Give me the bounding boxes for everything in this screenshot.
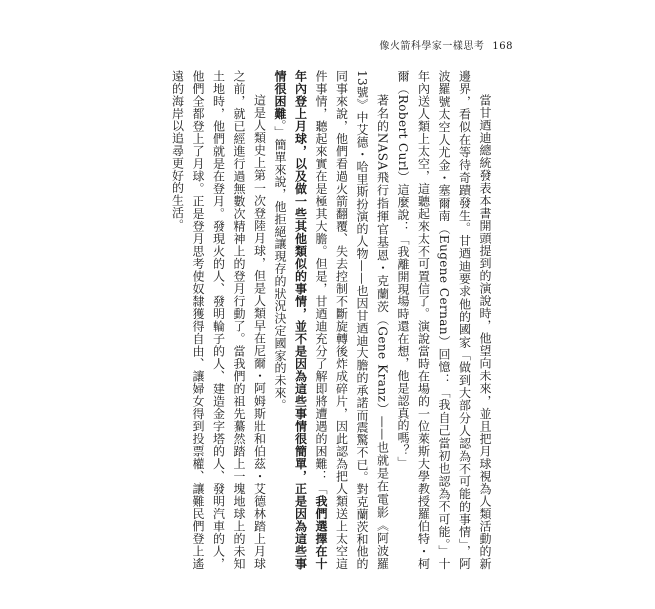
paragraph-3: [167, 70, 270, 570]
paragraph-2: [270, 70, 393, 570]
page-number: 168: [492, 41, 513, 52]
paragraph-1-text: 當甘迺迪總統發表本書開頭提到的演說時，他望向未來，並且把月球視為人類活動的新邊界，看似在等待奇蹟發生。甘迺迪要求他的國家「做到大部分人認為不可能的事情」，阿波羅號太空人尤金・塞爾南（Eugene Cernan）回憶：「我自己當初也認為不可能。」十年內送人類上太空，這聽起來太不可置信了。演說當時在場的一位萊斯大學教授羅伯特・柯爾（Robert Curl）這麼說：「我離開現場時還在想，他是認真的嗎？」: [396, 70, 492, 570]
paragraph-1: [393, 70, 496, 570]
running-header: [379, 37, 513, 52]
book-title: 像火箭科學家一樣思考: [379, 41, 485, 52]
paragraph-2-text-a: 著名的NASA飛行指揮官基恩・克蘭茨（Gene Kranz）——也就是在電影《阿波羅13號》中艾德・哈里斯扮演的人物——也因甘迺迪大膽的承諾而震驚不已。對克蘭茨和他的同事來說，他們看過火箭翻覆、失去控制不斷旋轉後炸成碎片，因此認為把人類送上太空這件事情，聽起來實在是極其大膽。但是，甘迺迪充分了解即將遭遇的困難：「: [314, 70, 390, 570]
paragraph-2-text-b: 。」簡單來說，他拒絕讓現存的狀況決定國家的未來。: [273, 119, 287, 412]
paragraph-3-text: 這是人類史上第一次登陸月球，但是人類早在尼爾・阿姆斯壯和伯茲・艾德林踏上月球之前，就已經進行過無數次精神上的登月行動了。當我們的祖先驀然踏上一塊地球上的未知土地時，他們就是在登月。發現火的人、發明輪子的人、建造金字塔的人、發明汽車的人，他們全都登上了月球。正是登月思考使奴隸獲得自由、讓婦女得到投票權、讓難民們登上遙遠的海岸以追尋更好的生活。: [170, 70, 267, 570]
paragraph-2-bold-quote: 我們選擇在十年內登上月球，以及做一些其他類似的事情，並不是因為這些事情很簡單，正是因為這些事情很困難: [273, 70, 328, 570]
body-text: [155, 70, 495, 570]
